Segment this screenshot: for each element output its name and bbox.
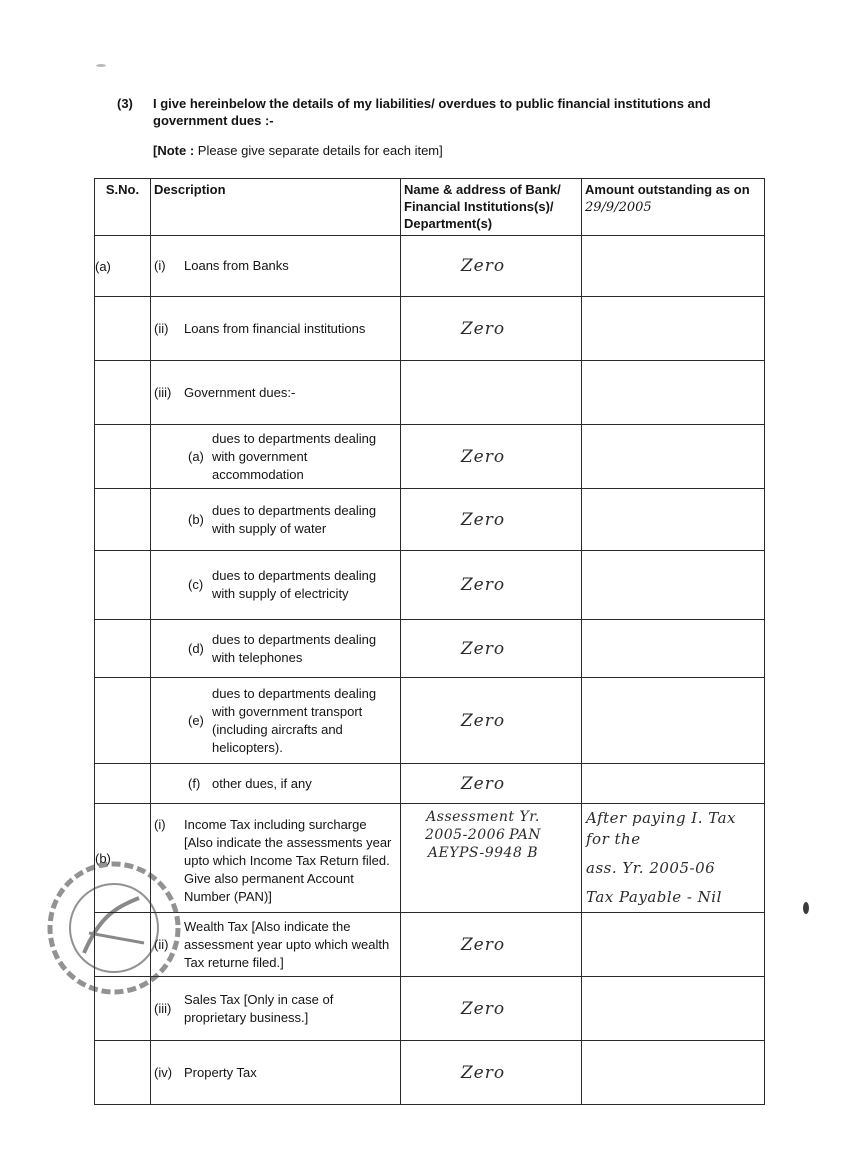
amount-cell	[582, 913, 765, 977]
amount-cell	[582, 425, 765, 489]
handwritten-entry: Zero	[460, 773, 506, 794]
note-line	[153, 143, 443, 159]
name-cell	[401, 489, 582, 551]
handwritten-assessment-year: Assessment Yr.	[426, 809, 540, 825]
name-cell	[401, 551, 582, 620]
table-row	[95, 764, 765, 804]
table-row	[95, 425, 765, 489]
desc-cell: (ii) Wealth Tax [Also indicate the assessment year upto which wealth Tax returne filed.]	[151, 913, 401, 977]
header-amount	[582, 179, 765, 236]
table-row	[95, 913, 765, 977]
sno-cell	[95, 620, 151, 678]
table-row	[95, 804, 765, 913]
scan-mark-icon	[96, 64, 106, 67]
handwritten-entry: Zero	[460, 638, 506, 659]
note-label: [Note :	[153, 143, 195, 158]
handwritten-entry: Zero	[460, 1062, 506, 1083]
handwritten-entry: Zero	[460, 256, 506, 276]
handwritten-pan-label: PAN	[509, 827, 542, 843]
table-row	[95, 236, 765, 297]
desc-cell: (iii) Sales Tax [Only in case of proprietary business.]	[151, 977, 401, 1041]
desc-cell: (b) dues to departments dealing with supply of water	[151, 489, 401, 551]
handwritten-amount-1: After paying I. Tax for the	[586, 809, 737, 848]
handwritten-entry: Zero	[460, 575, 506, 595]
amount-date: 29/9/2005	[585, 200, 652, 215]
table-row	[95, 489, 765, 551]
name-cell	[401, 236, 582, 297]
handwritten-year-range: 2005-2006	[424, 827, 506, 843]
table-row	[95, 297, 765, 361]
sno-cell	[95, 551, 151, 620]
name-cell	[401, 764, 582, 804]
amount-cell	[582, 551, 765, 620]
handwritten-entry: Zero	[460, 509, 506, 530]
table-header-row	[95, 179, 765, 236]
sno-cell	[95, 425, 151, 489]
row-label-b: (b)	[95, 804, 151, 913]
desc-cell: (f) other dues, if any	[151, 764, 401, 804]
amount-cell	[582, 489, 765, 551]
handwritten-entry: Zero	[460, 998, 506, 1019]
amount-prefix: Amount outstanding as on	[585, 182, 750, 197]
name-cell	[401, 620, 582, 678]
name-cell	[401, 425, 582, 489]
desc-cell: (ii) Loans from financial institutions	[151, 297, 401, 361]
name-cell	[401, 804, 582, 913]
handwritten-amount-2: ass. Yr. 2005-06	[586, 859, 716, 877]
name-cell	[401, 678, 582, 764]
section-number: (3)	[117, 96, 133, 111]
ink-speck-icon	[803, 902, 809, 914]
amount-cell	[582, 977, 765, 1041]
name-cell	[401, 977, 582, 1041]
amount-cell	[582, 1041, 765, 1105]
desc-cell: (iii) Government dues:-	[151, 361, 401, 425]
handwritten-entry: Zero	[460, 446, 506, 467]
table-row	[95, 551, 765, 620]
header-description: Description	[151, 179, 401, 236]
handwritten-entry: Zero	[460, 318, 506, 339]
amount-cell	[582, 678, 765, 764]
handwritten-pan-number: AEYPS-9948 B	[427, 845, 539, 861]
sno-cell	[95, 1041, 151, 1105]
header-name-address: Name & address of Bank/ Financial Institutions(s)/ Department(s)	[401, 179, 582, 236]
table-row	[95, 678, 765, 764]
amount-cell	[582, 764, 765, 804]
table-row	[95, 977, 765, 1041]
amount-cell	[582, 361, 765, 425]
table-row	[95, 1041, 765, 1105]
sno-cell	[95, 297, 151, 361]
desc-cell: (a) dues to departments dealing with government accommodation	[151, 425, 401, 489]
table-row	[95, 361, 765, 425]
handwritten-entry: Zero	[460, 710, 506, 731]
name-cell	[401, 361, 582, 425]
desc-cell: (e) dues to departments dealing with government transport (including aircrafts and helicopters).	[151, 678, 401, 764]
desc-cell: (c) dues to departments dealing with supply of electricity	[151, 551, 401, 620]
amount-cell	[582, 804, 765, 913]
liabilities-table	[94, 178, 765, 1105]
section-heading-text: I give hereinbelow the details of my liabilities/ overdues to public financial institutions and government dues :-	[153, 96, 711, 128]
name-cell	[401, 297, 582, 361]
desc-cell: (d) dues to departments dealing with telephones	[151, 620, 401, 678]
sno-cell	[95, 678, 151, 764]
sno-cell	[95, 764, 151, 804]
handwritten-entry: Zero	[460, 934, 506, 955]
row-label-a: (a)	[95, 236, 151, 297]
name-cell	[401, 913, 582, 977]
sno-cell	[95, 977, 151, 1041]
desc-cell: (iv) Property Tax	[151, 1041, 401, 1105]
name-cell	[401, 1041, 582, 1105]
desc-cell: (i) Loans from Banks	[151, 236, 401, 297]
sno-cell	[95, 489, 151, 551]
sno-cell	[95, 913, 151, 977]
header-sno: S.No.	[95, 179, 151, 236]
sno-cell	[95, 361, 151, 425]
amount-cell	[582, 620, 765, 678]
desc-cell: (i) Income Tax including surcharge [Also indicate the assessments year upto which Income Tax Return filed. Give also permanent Account Number (PAN)]	[151, 804, 401, 913]
amount-cell	[582, 297, 765, 361]
note-text: Please give separate details for each item]	[194, 143, 443, 158]
handwritten-amount-3: Tax Payable - Nil	[586, 888, 722, 906]
table-row	[95, 620, 765, 678]
amount-cell	[582, 236, 765, 297]
